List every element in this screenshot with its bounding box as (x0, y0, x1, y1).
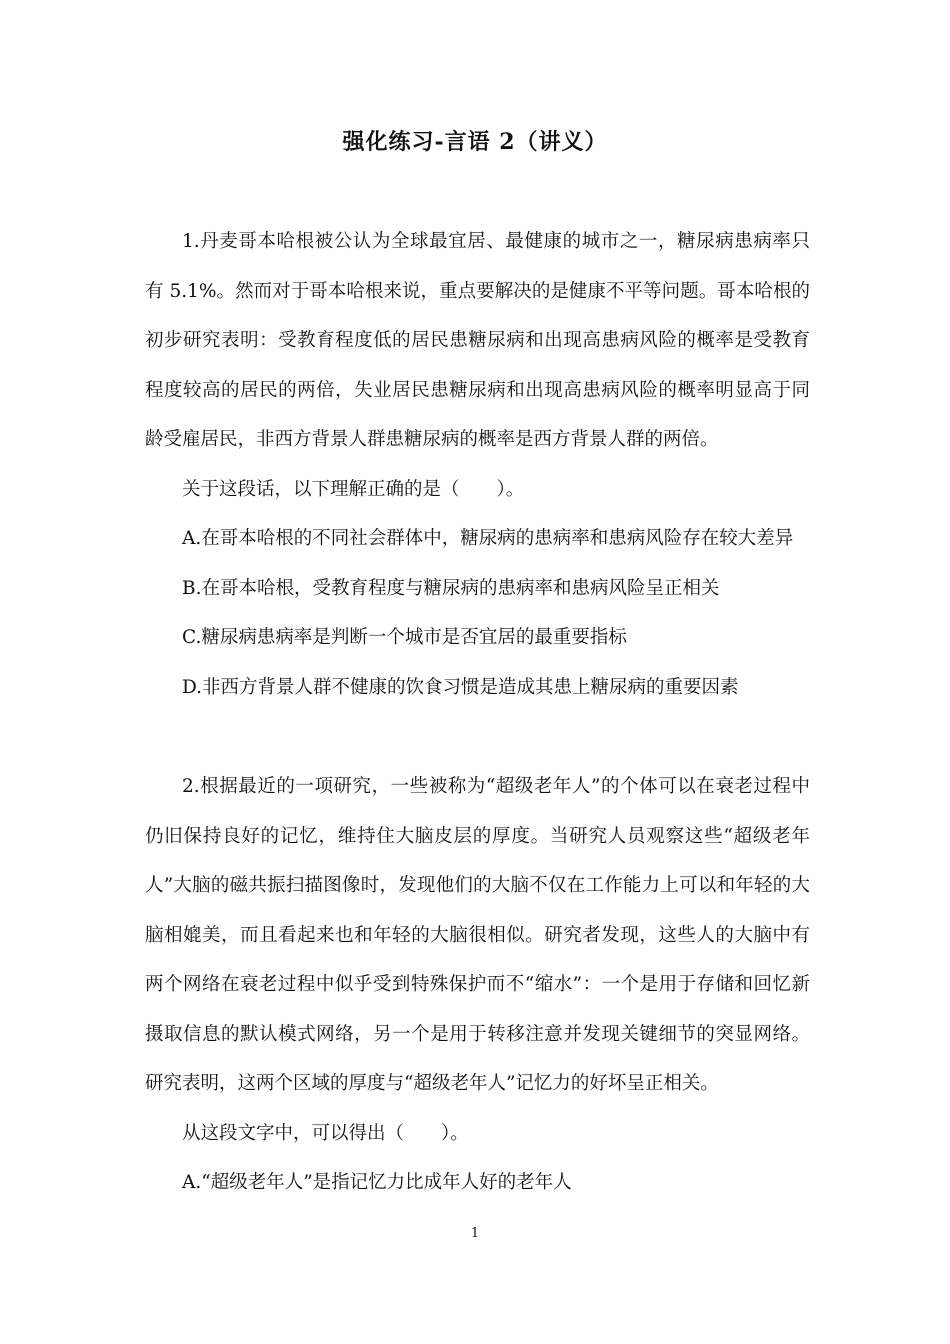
question-1-prompt: 关于这段话，以下理解正确的是（ ）。 (182, 478, 525, 500)
page-number: 1 (470, 1226, 480, 1241)
question-1 (145, 217, 810, 712)
question-2 (145, 762, 810, 1208)
question-2-passage: 2.根据最近的一项研究，一些被称为“超级老年人”的个体可以在衰老过程中仍旧保持良好的记忆，维持住大脑皮层的厚度。当研究人员观察这些“超级老年人”大脑的磁共振扫描图像时，发现他们的大脑不仅在工作能力上可以和年轻的大脑相媲美，而且看起来也和年轻的大脑很相似。研究者发现，这些人的大脑中有两个网络在衰老过程中似乎受到特殊保护而不“缩水”：一个是用于存储和回忆新摄取信息的默认模式网络，另一个是用于转移注意并发现关键细节的突显网络。研究表明，这两个区域的厚度与“超级老年人”记忆力的好坏呈正相关。 (145, 776, 810, 1094)
question-1-option-b: B.在哥本哈根，受教育程度与糖尿病的患病率和患病风险呈正相关 (182, 577, 720, 599)
question-1-option-a: A.在哥本哈根的不同社会群体中，糖尿病的患病率和患病风险存在较大差异 (182, 528, 794, 549)
question-2-prompt: 从这段文字中，可以得出（ ）。 (182, 1122, 469, 1144)
question-1-option-c: C.糖尿病患病率是判断一个城市是否宜居的最重要指标 (182, 627, 627, 648)
question-1-option-d: D.非西方背景人群不健康的饮食习惯是造成其患上糖尿病的重要因素 (182, 676, 739, 698)
question-2-option-a: A.“超级老年人”是指记忆力比成年人好的老年人 (182, 1172, 572, 1193)
document-title: 强化练习-言语 2（讲义） (342, 129, 608, 155)
question-1-passage: 1.丹麦哥本哈根被公认为全球最宜居、最健康的城市之一，糖尿病患病率只有 5.1%。然而对于哥本哈根来说，重点要解决的是健康不平等问题。哥本哈根的初步研究表明：受教育程度低的居民患糖尿病和出现高患病风险的概率是受教育程度较高的居民的两倍，失业居民患糖尿病和出现高患病风险的概率明显高于同龄受雇居民，非西方背景人群患糖尿病的概率是西方背景人群的两倍。 (145, 231, 810, 450)
